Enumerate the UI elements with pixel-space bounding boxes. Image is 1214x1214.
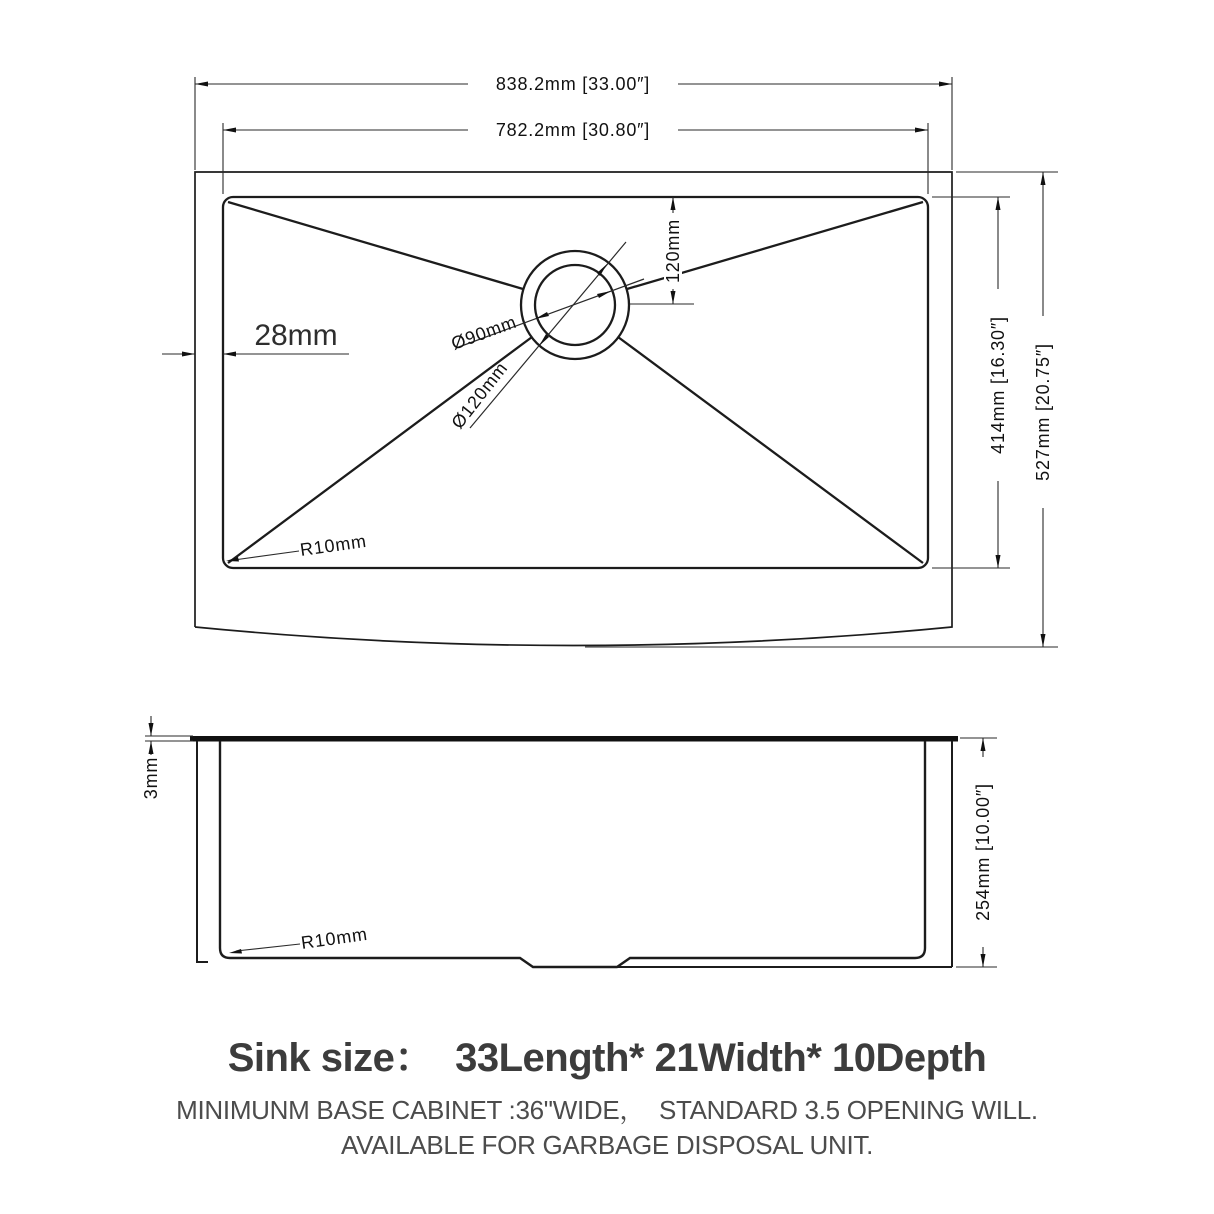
label-rim-width: 28mm (254, 319, 338, 352)
bowl-diagonal-lines (228, 202, 923, 563)
label-overall-width: 838.2mm [33.00″] (495, 74, 651, 94)
dimension-labels (141, 74, 1053, 953)
cabinet-note-line2: AVAILABLE FOR GARBAGE DISPOSAL UNIT. (341, 1130, 873, 1160)
label-bowl-depth: 414mm [16.30″] (988, 316, 1008, 454)
label-overall-depth: 527mm [20.75″] (1033, 343, 1053, 481)
label-rim-thickness: 3mm (141, 756, 161, 800)
top-view (195, 172, 952, 646)
label-drain-outer: Ø120mm (447, 358, 512, 433)
sink-size-title: Sink size： 33Length* 21Width* 10Depth (227, 1036, 987, 1080)
cabinet-note-line1: MINIMUNM BASE CABINET :36"WIDE， STANDARD 3.5 OPENING WILL. (176, 1095, 1038, 1125)
dim-line-drain-offset (630, 197, 694, 304)
label-bowl-width: 782.2mm [30.80″] (495, 120, 651, 140)
leader-corner-radius-side (236, 944, 300, 951)
label-drain-offset: 120mm (663, 218, 683, 284)
drain-inner-circle (535, 265, 615, 345)
label-corner-radius-top: R10mm (298, 530, 368, 560)
side-view-dimension-lines (145, 716, 997, 967)
label-corner-radius-side: R10mm (299, 923, 369, 953)
sink-outer-outline (195, 172, 952, 646)
bowl-outline (223, 197, 928, 568)
label-depth: 254mm [10.00″] (973, 783, 993, 921)
label-drain-inner: Ø90mm (448, 311, 520, 354)
rim-bar (190, 736, 958, 742)
top-view-dimension-lines (162, 77, 1058, 647)
left-wall (197, 741, 208, 962)
drain-outer-circle (521, 251, 629, 359)
dimension-arrowheads (149, 82, 1046, 968)
